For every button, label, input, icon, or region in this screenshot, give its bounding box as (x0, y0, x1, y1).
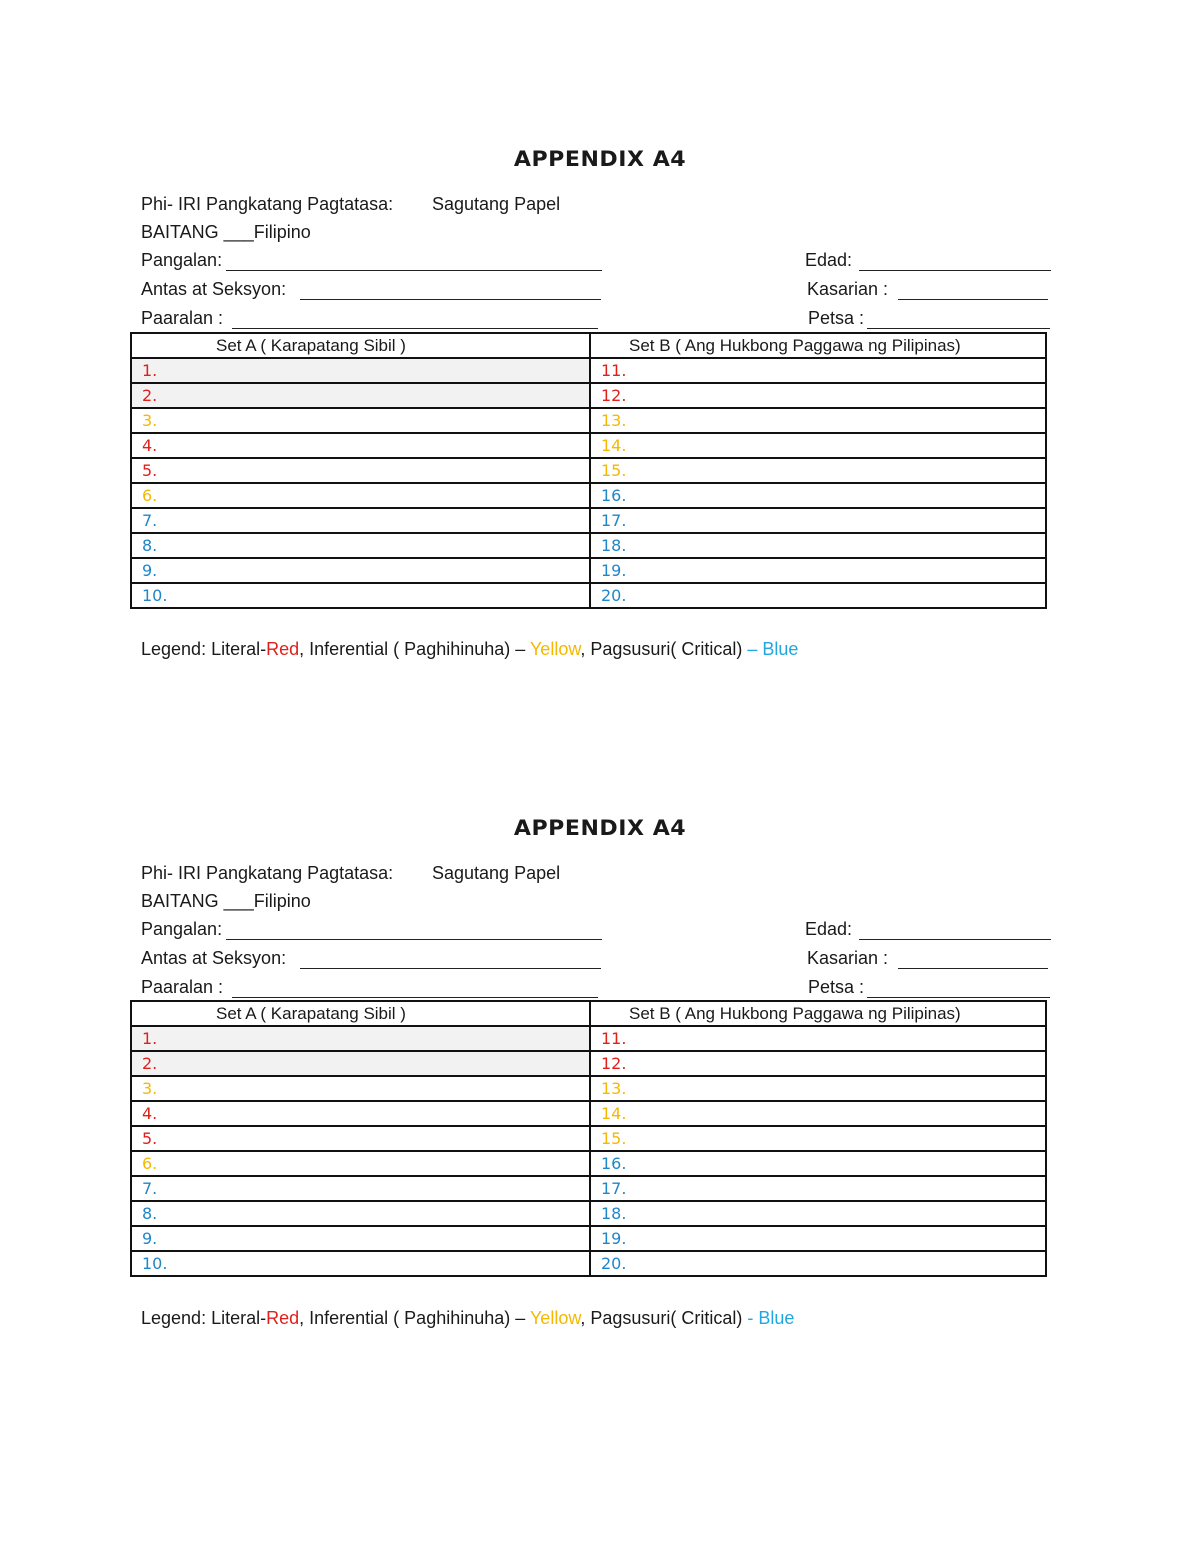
table-header-row (131, 1001, 1046, 1026)
paper-label: Sagutang Papel (432, 194, 561, 214)
table-row (131, 558, 1046, 583)
answer-cell-b[interactable] (590, 433, 1046, 458)
table-row (131, 483, 1046, 508)
answer-cell-a[interactable] (131, 1076, 590, 1101)
legend-blue: Blue (758, 1308, 795, 1328)
table-row (131, 1176, 1046, 1201)
table-row (131, 458, 1046, 483)
section-field[interactable] (300, 948, 601, 969)
name-line (0, 915, 1200, 943)
sex-field[interactable] (898, 948, 1048, 969)
set-b-header: Set B ( Ang Hukbong Paggawa ng Pilipinas) (590, 333, 1046, 358)
sex-label: Kasarian : (807, 279, 889, 299)
school-line (0, 304, 1200, 332)
answer-cell-b[interactable] (590, 1201, 1046, 1226)
section-label: Antas at Seksyon: (141, 948, 287, 968)
set-b-header: Set B ( Ang Hukbong Paggawa ng Pilipinas) (590, 1001, 1046, 1026)
answer-cell-a[interactable] (131, 383, 590, 408)
section-label: Antas at Seksyon: (141, 279, 287, 299)
item-number: 11. (601, 1029, 627, 1048)
answer-cell-a[interactable] (131, 358, 590, 383)
item-number: 2. (142, 386, 158, 405)
answer-sheet-2 (0, 813, 1200, 1328)
age-field[interactable] (859, 250, 1051, 271)
item-number: 20. (601, 1254, 627, 1273)
test-info-line (0, 190, 1200, 218)
answer-table (130, 332, 1047, 609)
paper-label: Sagutang Papel (432, 863, 561, 883)
item-number: 16. (601, 486, 627, 505)
item-number: 15. (601, 461, 627, 480)
item-number: 18. (601, 536, 627, 555)
test-label: Phi- IRI Pangkatang Pagtatasa: (141, 194, 394, 214)
item-number: 4. (142, 1104, 158, 1123)
answer-cell-a[interactable] (131, 583, 590, 608)
table-row (131, 1026, 1046, 1051)
answer-cell-b[interactable] (590, 533, 1046, 558)
answer-cell-b[interactable] (590, 1051, 1046, 1076)
item-number: 19. (601, 1229, 627, 1248)
legend-mid1: , Inferential ( Paghihinuha) – (299, 1308, 530, 1328)
legend-prefix: Legend: Literal- (141, 1308, 267, 1328)
date-field[interactable] (867, 977, 1050, 998)
table-header-row (131, 333, 1046, 358)
item-number: 8. (142, 536, 158, 555)
answer-cell-b[interactable] (590, 1226, 1046, 1251)
item-number: 8. (142, 1204, 158, 1223)
table-row (131, 433, 1046, 458)
table-row (131, 1201, 1046, 1226)
table-row (131, 408, 1046, 433)
sheet-title: APPENDIX A4 (513, 816, 687, 840)
answer-cell-a[interactable] (131, 1251, 590, 1276)
answer-cell-a[interactable] (131, 1176, 590, 1201)
answer-cell-b[interactable] (590, 458, 1046, 483)
school-field[interactable] (232, 977, 598, 998)
table-row (131, 1076, 1046, 1101)
age-label: Edad: (805, 919, 853, 939)
table-row (131, 583, 1046, 608)
item-number: 10. (142, 586, 168, 605)
item-number: 5. (142, 1129, 158, 1148)
answer-cell-b[interactable] (590, 1126, 1046, 1151)
item-number: 5. (142, 461, 158, 480)
answer-table-body (131, 1001, 1046, 1276)
table-row (131, 1151, 1046, 1176)
answer-cell-b[interactable] (590, 1151, 1046, 1176)
table-row (131, 1226, 1046, 1251)
test-info-line (0, 859, 1200, 887)
answer-cell-a[interactable] (131, 558, 590, 583)
answer-cell-a[interactable] (131, 1026, 590, 1051)
legend-blue: Blue (762, 639, 799, 659)
item-number: 18. (601, 1204, 627, 1223)
name-field[interactable] (226, 919, 602, 940)
item-number: 6. (142, 1154, 158, 1173)
item-number: 3. (142, 411, 158, 430)
item-number: 17. (601, 1179, 627, 1198)
date-label: Petsa : (808, 977, 865, 997)
item-number: 12. (601, 386, 627, 405)
item-number: 9. (142, 1229, 158, 1248)
name-field[interactable] (226, 250, 602, 271)
section-field[interactable] (300, 279, 601, 300)
item-number: 11. (601, 361, 627, 380)
sheet-title: APPENDIX A4 (513, 147, 687, 171)
answer-cell-b[interactable] (590, 358, 1046, 383)
set-a-header: Set A ( Karapatang Sibil ) (131, 333, 590, 358)
item-number: 16. (601, 1154, 627, 1173)
sex-label: Kasarian : (807, 948, 889, 968)
name-line (0, 246, 1200, 274)
answer-cell-a[interactable] (131, 1051, 590, 1076)
legend-red: Red (266, 639, 300, 659)
answer-cell-b[interactable] (590, 558, 1046, 583)
name-label: Pangalan: (141, 250, 223, 270)
legend-mid2: , Pagsusuri( Critical) (580, 639, 748, 659)
legend-yellow: Yellow (529, 639, 581, 659)
item-number: 3. (142, 1079, 158, 1098)
answer-cell-b[interactable] (590, 408, 1046, 433)
school-field[interactable] (232, 308, 598, 329)
answer-table-body (131, 333, 1046, 608)
answer-cell-b[interactable] (590, 383, 1046, 408)
legend (141, 635, 798, 663)
school-line (0, 973, 1200, 1001)
answer-cell-a[interactable] (131, 458, 590, 483)
answer-cell-b[interactable] (590, 1251, 1046, 1276)
table-row (131, 1101, 1046, 1126)
answer-cell-b[interactable] (590, 1101, 1046, 1126)
answer-cell-b[interactable] (590, 583, 1046, 608)
age-field[interactable] (859, 919, 1051, 940)
item-number: 13. (601, 1079, 627, 1098)
legend-mid2: , Pagsusuri( Critical) (580, 1308, 748, 1328)
legend-dash: – (747, 639, 763, 659)
answer-cell-b[interactable] (590, 1026, 1046, 1051)
school-label: Paaralan : (141, 977, 224, 997)
date-label: Petsa : (808, 308, 865, 328)
school-label: Paaralan : (141, 308, 224, 328)
legend-mid1: , Inferential ( Paghihinuha) – (299, 639, 530, 659)
item-number: 7. (142, 1179, 158, 1198)
table-row (131, 1251, 1046, 1276)
item-number: 14. (601, 1104, 627, 1123)
grade-label: BAITANG ___Filipino (141, 891, 311, 911)
grade-label: BAITANG ___Filipino (141, 222, 311, 242)
item-number: 7. (142, 511, 158, 530)
item-number: 20. (601, 586, 627, 605)
item-number: 17. (601, 511, 627, 530)
answer-sheet-1 (0, 144, 1200, 659)
item-number: 10. (142, 1254, 168, 1273)
sex-field[interactable] (898, 279, 1048, 300)
answer-cell-b[interactable] (590, 508, 1046, 533)
item-number: 2. (142, 1054, 158, 1073)
item-number: 19. (601, 561, 627, 580)
table-row (131, 533, 1046, 558)
item-number: 15. (601, 1129, 627, 1148)
table-row (131, 1051, 1046, 1076)
answer-cell-a[interactable] (131, 1201, 590, 1226)
legend-prefix: Legend: Literal- (141, 639, 267, 659)
answer-cell-a[interactable] (131, 433, 590, 458)
item-number: 12. (601, 1054, 627, 1073)
age-label: Edad: (805, 250, 853, 270)
answer-cell-a[interactable] (131, 1226, 590, 1251)
item-number: 1. (142, 1029, 158, 1048)
table-row (131, 358, 1046, 383)
section-line (0, 275, 1200, 303)
answer-cell-a[interactable] (131, 533, 590, 558)
answer-cell-a[interactable] (131, 1126, 590, 1151)
item-number: 4. (142, 436, 158, 455)
answer-cell-b[interactable] (590, 1076, 1046, 1101)
answer-cell-a[interactable] (131, 408, 590, 433)
table-row (131, 383, 1046, 408)
set-a-header: Set A ( Karapatang Sibil ) (131, 1001, 590, 1026)
legend-red: Red (266, 1308, 300, 1328)
table-row (131, 1126, 1046, 1151)
grade-line (0, 887, 1200, 915)
section-line (0, 944, 1200, 972)
item-number: 14. (601, 436, 627, 455)
answer-cell-a[interactable] (131, 483, 590, 508)
item-number: 1. (142, 361, 158, 380)
item-number: 13. (601, 411, 627, 430)
name-label: Pangalan: (141, 919, 223, 939)
legend-yellow: Yellow (529, 1308, 581, 1328)
answer-table (130, 1000, 1047, 1277)
answer-cell-a[interactable] (131, 1151, 590, 1176)
table-row (131, 508, 1046, 533)
answer-cell-b[interactable] (590, 1176, 1046, 1201)
legend (141, 1304, 794, 1332)
legend-dash: - (747, 1308, 759, 1328)
item-number: 6. (142, 486, 158, 505)
answer-cell-a[interactable] (131, 1101, 590, 1126)
item-number: 9. (142, 561, 158, 580)
test-label: Phi- IRI Pangkatang Pagtatasa: (141, 863, 394, 883)
answer-cell-a[interactable] (131, 508, 590, 533)
answer-cell-b[interactable] (590, 483, 1046, 508)
grade-line (0, 218, 1200, 246)
date-field[interactable] (867, 308, 1050, 329)
